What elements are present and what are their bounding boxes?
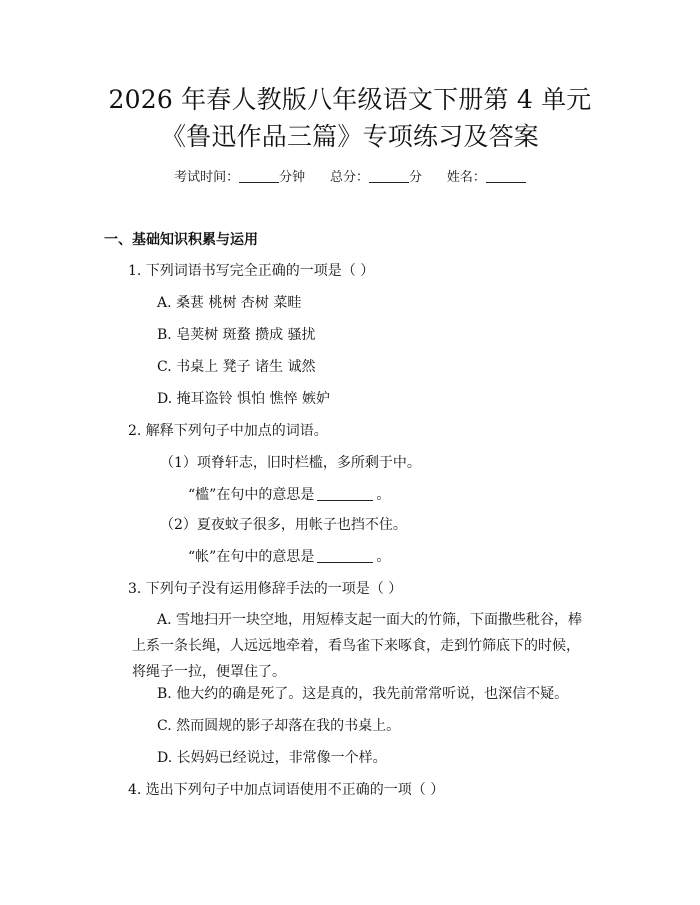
question-2-answer-1-suffix: 。 bbox=[376, 487, 391, 503]
question-2-answer-2-line bbox=[188, 547, 390, 567]
name-blank[interactable] bbox=[486, 168, 526, 183]
question-2-answer-1-prefix: “槛”在句中的意思是 bbox=[188, 487, 315, 503]
exam-info-row bbox=[0, 168, 700, 188]
total-score-label: 总分： bbox=[329, 170, 369, 185]
question-2-answer-2-prefix: “帐”在句中的意思是 bbox=[188, 549, 315, 565]
question-2-subquestion-1: （1）项脊轩志，旧时栏槛，多所剩于中。 bbox=[160, 455, 421, 471]
exam-time-label: 考试时间： bbox=[174, 170, 240, 185]
question-1-option-d: D. 掩耳盗铃 惧怕 憔悴 嫉妒 bbox=[157, 391, 330, 407]
minute-label: 分钟 bbox=[279, 170, 306, 185]
document-title-line-1: 2026 年春人教版八年级语文下册第 4 单元 bbox=[108, 85, 592, 114]
question-2-answer-1-line bbox=[188, 485, 390, 505]
question-1-option-c: C. 书桌上 凳子 诸生 诚然 bbox=[157, 359, 316, 375]
question-2-stem: 2. 解释下列句子中加点的词语。 bbox=[128, 423, 328, 439]
question-4-stem: 4. 选出下列句子中加点词语使用不正确的一项（ ） bbox=[128, 782, 445, 798]
question-3-option-a: A. 雪地扫开一块空地，用短棒支起一面大的竹筛，下面撒些秕谷，棒上系一条长绳，人远远地牵着，看鸟雀下来啄食，走到竹筛底下的时候，将绳子一拉，便罩住了。 bbox=[132, 612, 583, 680]
question-2-answer-2-suffix: 。 bbox=[376, 549, 391, 565]
points-label: 分 bbox=[409, 170, 423, 185]
question-3-option-d: D. 长妈妈已经说过，非常像一个样。 bbox=[157, 750, 387, 766]
name-label: 姓名： bbox=[446, 170, 486, 185]
total-score-blank[interactable] bbox=[369, 168, 409, 183]
exam-time-blank[interactable] bbox=[239, 168, 279, 183]
question-3-option-b: B. 他大约的确是死了。这是真的，我先前常常听说，也深信不疑。 bbox=[157, 686, 569, 702]
question-2-answer-1-blank[interactable] bbox=[317, 486, 373, 501]
question-1-option-a: A. 桑葚 桃树 杏树 菜畦 bbox=[157, 295, 302, 311]
question-1-option-b: B. 皂荚树 斑蝥 攒成 骚扰 bbox=[157, 327, 316, 343]
question-3-stem: 3. 下列句子没有运用修辞手法的一项是（ ） bbox=[128, 581, 403, 597]
question-2-subquestion-2: （2）夏夜蚊子很多，用帐子也挡不住。 bbox=[160, 517, 407, 533]
question-1-stem: 1. 下列词语书写完全正确的一项是（ ） bbox=[128, 263, 375, 279]
question-2-answer-2-blank[interactable] bbox=[317, 548, 373, 563]
section-title-basic-knowledge: 一、基础知识积累与运用 bbox=[104, 232, 258, 248]
document-title-line-2: 《鲁迅作品三篇》专项练习及答案 bbox=[160, 122, 539, 151]
question-3-option-c: C. 然而圆规的影子却落在我的书桌上。 bbox=[157, 718, 401, 734]
